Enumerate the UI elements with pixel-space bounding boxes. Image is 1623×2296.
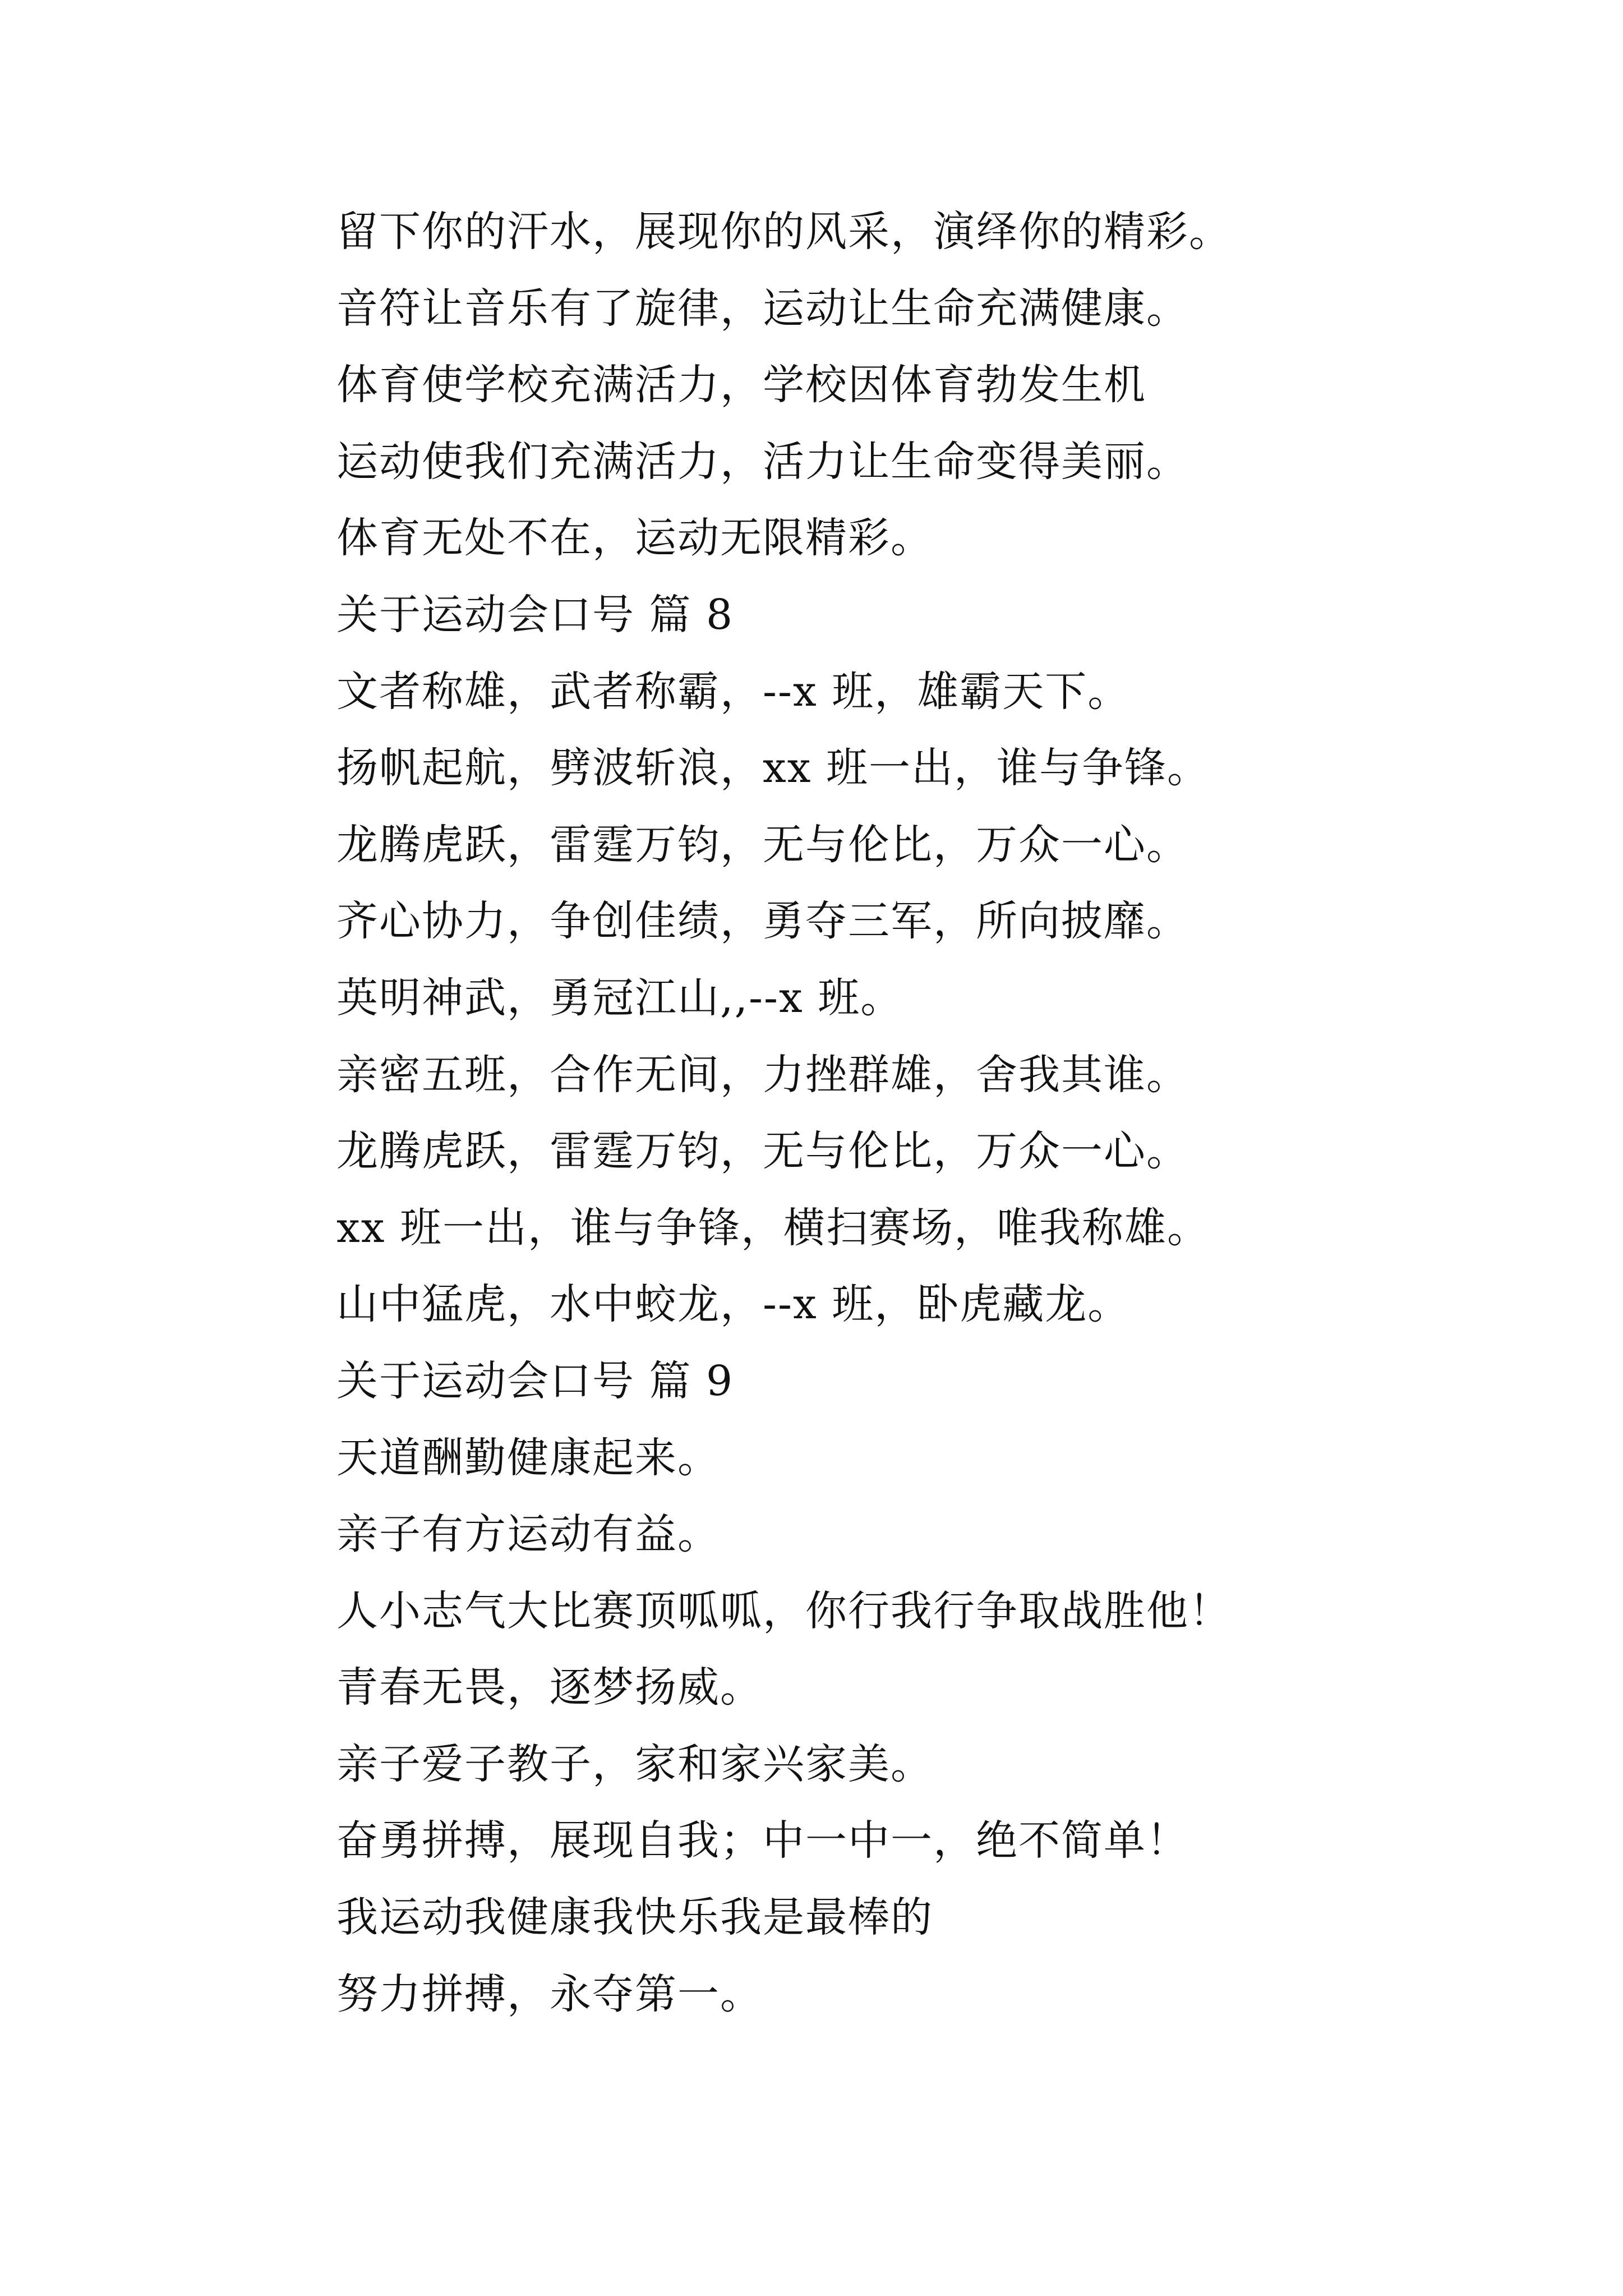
text-line: 音符让音乐有了旋律，运动让生命充满健康。 xyxy=(336,284,1189,333)
text-line: 天道酬勤健康起来。 xyxy=(336,1433,720,1482)
text-line: 龙腾虎跃，雷霆万钧，无与伦比，万众一心。 xyxy=(336,1127,1189,1176)
text-line: 奋勇拼搏，展现自我；中一中一，绝不简单！ xyxy=(336,1816,1189,1865)
section-heading: 关于运动会口号 篇 9 xyxy=(336,1356,734,1405)
text-line: 龙腾虎跃，雷霆万钧，无与伦比，万众一心。 xyxy=(336,820,1189,869)
text-line: xx 班一出，谁与争锋，横扫赛场，唯我称雄。 xyxy=(336,1203,1210,1252)
text-line: 人小志气大比赛顶呱呱，你行我行争取战胜他！ xyxy=(336,1586,1232,1635)
text-line: 留下你的汗水，展现你的风采，演绎你的精彩。 xyxy=(336,208,1232,256)
document-body xyxy=(336,194,1514,2032)
text-line: 齐心协力，争创佳绩，勇夺三军，所向披靡。 xyxy=(336,897,1189,946)
text-line: 文者称雄，武者称霸，--x 班，雄霸天下。 xyxy=(336,667,1131,716)
text-line: 体育使学校充满活力，学校因体育勃发生机 xyxy=(336,361,1146,409)
section-heading: 关于运动会口号 篇 8 xyxy=(336,590,734,639)
text-line: 青春无畏，逐梦扬威。 xyxy=(336,1663,763,1712)
text-line: 努力拼搏，永夺第一。 xyxy=(336,1970,763,2018)
text-line: 亲子爱子教子，家和家兴家美。 xyxy=(336,1740,933,1788)
text-line: 亲子有方运动有益。 xyxy=(336,1510,720,1559)
text-line: 扬帆起航，劈波斩浪，xx 班一出，谁与争锋。 xyxy=(336,744,1210,793)
text-line: 我运动我健康我快乐我是最棒的 xyxy=(336,1893,933,1942)
text-line: 亲密五班，合作无间，力挫群雄，舍我其谁。 xyxy=(336,1050,1189,1099)
text-line: 山中猛虎，水中蛟龙，--x 班，卧虎藏龙。 xyxy=(336,1280,1131,1329)
text-line: 英明神武，勇冠江山,,--x 班。 xyxy=(336,973,903,1022)
text-line: 运动使我们充满活力，活力让生命变得美丽。 xyxy=(336,437,1189,486)
text-line: 体育无处不在，运动无限精彩。 xyxy=(336,514,933,563)
